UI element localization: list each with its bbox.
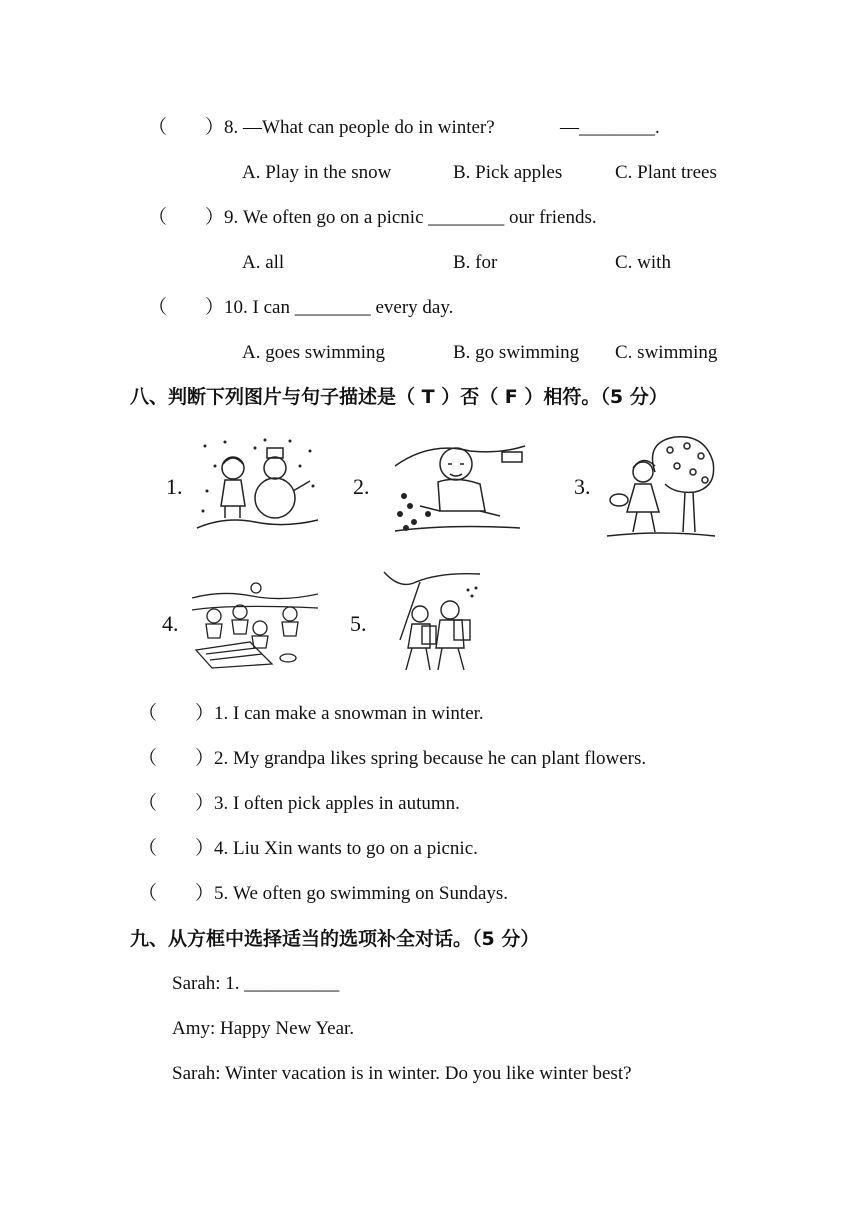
answer-paren-close: ） bbox=[195, 883, 215, 904]
answer-paren-open[interactable]: （ bbox=[148, 297, 168, 318]
q8-option-b[interactable]: B. Pick apples bbox=[453, 162, 563, 183]
q10-option-a[interactable]: A. goes swimming bbox=[242, 342, 386, 363]
q8-option-a[interactable]: A. Play in the snow bbox=[242, 162, 392, 183]
question-text: 9. We often go on a picnic ________ our friends. bbox=[224, 207, 597, 228]
q8-answer-blank[interactable]: —________. bbox=[560, 117, 660, 138]
answer-paren-open[interactable]: （ bbox=[148, 207, 168, 228]
item-text: 5. We often go swimming on Sundays. bbox=[214, 883, 509, 904]
answer-paren-open[interactable]: （ bbox=[148, 117, 168, 138]
picture-number-2: 2. bbox=[353, 474, 370, 499]
picture-number-5: 5. bbox=[350, 611, 367, 636]
answer-paren-close: ） bbox=[195, 748, 215, 769]
hiking-scene-icon bbox=[380, 570, 482, 676]
answer-paren-open[interactable]: （ bbox=[138, 793, 158, 814]
answer-paren-close: ） bbox=[195, 703, 215, 724]
item-text: 1. I can make a snowman in winter. bbox=[214, 703, 484, 724]
picnic-scene-icon bbox=[192, 580, 318, 670]
answer-paren-close: ） bbox=[195, 793, 215, 814]
judge-item-2 bbox=[138, 747, 646, 771]
q10-line bbox=[148, 296, 453, 320]
answer-paren-open[interactable]: （ bbox=[138, 883, 158, 904]
q9-option-c[interactable]: C. with bbox=[615, 252, 671, 273]
answer-paren-open[interactable]: （ bbox=[138, 838, 158, 859]
picture-number-3: 3. bbox=[574, 474, 591, 499]
picture-number-4: 4. bbox=[162, 611, 179, 636]
item-text: 4. Liu Xin wants to go on a picnic. bbox=[214, 838, 478, 859]
answer-paren-open[interactable]: （ bbox=[138, 703, 158, 724]
q8-option-c[interactable]: C. Plant trees bbox=[615, 162, 717, 183]
answer-paren-open[interactable]: （ bbox=[138, 748, 158, 769]
dialogue-line-3: Sarah: Winter vacation is in winter. Do you like winter best? bbox=[172, 1063, 632, 1084]
section9-heading: 九、从方框中选择适当的选项补全对话。（5 分） bbox=[130, 928, 540, 950]
dialogue-line-1[interactable]: Sarah: 1. __________ bbox=[172, 973, 340, 994]
dialogue-line-2: Amy: Happy New Year. bbox=[172, 1018, 355, 1039]
answer-paren-close: ） bbox=[205, 117, 225, 138]
item-text: 3. I often pick apples in autumn. bbox=[214, 793, 460, 814]
question-text: 8. —What can people do in winter? bbox=[224, 117, 495, 138]
item-text: 2. My grandpa likes spring because he can plant flowers. bbox=[214, 748, 647, 769]
answer-paren-close: ） bbox=[205, 297, 225, 318]
judge-item-4 bbox=[138, 837, 478, 861]
grandpa-planting-icon bbox=[390, 436, 526, 536]
judge-item-5 bbox=[138, 882, 508, 906]
section8-heading: 八、判断下列图片与句子描述是（ T ）否（ F ）相符。（5 分） bbox=[130, 386, 668, 408]
q9-option-b[interactable]: B. for bbox=[453, 252, 498, 273]
q9-line bbox=[148, 206, 597, 230]
q9-option-a[interactable]: A. all bbox=[242, 252, 285, 273]
q8-line bbox=[148, 116, 495, 140]
apple-picking-icon bbox=[605, 432, 717, 542]
q10-option-c[interactable]: C. swimming bbox=[615, 342, 718, 363]
answer-paren-close: ） bbox=[205, 207, 225, 228]
question-text: 10. I can ________ every day. bbox=[224, 297, 454, 318]
picture-number-1: 1. bbox=[166, 474, 183, 499]
answer-paren-close: ） bbox=[195, 838, 215, 859]
judge-item-1 bbox=[138, 702, 484, 726]
judge-item-3 bbox=[138, 792, 460, 816]
snowman-scene-icon bbox=[195, 436, 320, 536]
q10-option-b[interactable]: B. go swimming bbox=[453, 342, 580, 363]
